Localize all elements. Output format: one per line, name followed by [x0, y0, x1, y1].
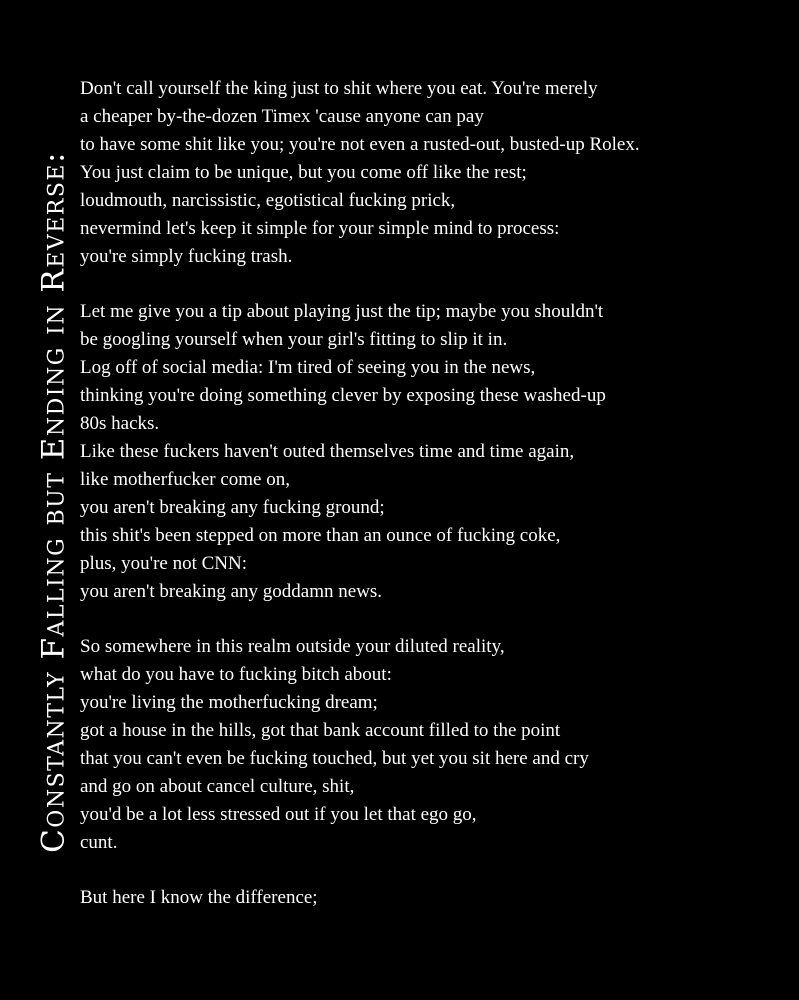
poem-line: you'd be a lot less stressed out if you let that ego go, — [80, 804, 477, 825]
poem-line: nevermind let's keep it simple for your simple mind to process: — [80, 218, 560, 239]
poem-line: you aren't breaking any goddamn news. — [80, 581, 383, 602]
poem-line: You just claim to be unique, but you come off like the rest; — [80, 162, 527, 183]
poem-line: Log off of social media: I'm tired of seeing you in the news, — [80, 357, 536, 378]
poem-line: Like these fuckers haven't outed themselves time and time again, — [80, 441, 575, 462]
stanza-3 — [80, 633, 780, 857]
poem-line: got a house in the hills, got that bank account filled to the point — [80, 720, 561, 741]
poem-line: and go on about cancel culture, shit, — [80, 776, 355, 797]
poem-line: what do you have to fucking bitch about: — [80, 664, 392, 685]
poem-line: you're simply fucking trash. — [80, 246, 293, 267]
poem-line: thinking you're doing something clever by exposing these washed-up — [80, 385, 606, 406]
poem-line: to have some shit like you; you're not even a rusted-out, busted-up Rolex. — [80, 134, 640, 155]
poem-line: cunt. — [80, 832, 118, 853]
poem-line: this shit's been stepped on more than an ounce of fucking coke, — [80, 525, 561, 546]
poem-line: like motherfucker come on, — [80, 469, 290, 490]
poem-line: But here I know the difference; — [80, 887, 318, 908]
poem-line: you aren't breaking any fucking ground; — [80, 497, 385, 518]
vertical-title: Constantly Falling but Ending in Reverse: — [35, 151, 72, 853]
poem-line: be googling yourself when your girl's fitting to slip it in. — [80, 329, 508, 350]
poem-line: you're living the motherfucking dream; — [80, 692, 378, 713]
poem-line: a cheaper by-the-dozen Timex 'cause anyone can pay — [80, 106, 484, 127]
poem-line: loudmouth, narcissistic, egotistical fucking prick, — [80, 190, 456, 211]
stanza-1 — [80, 75, 780, 271]
stanza-4 — [80, 884, 780, 912]
poem-line: that you can't even be fucking touched, but yet you sit here and cry — [80, 748, 589, 769]
poem-line: 80s hacks. — [80, 413, 160, 434]
poem-body — [80, 75, 780, 939]
poem-line: Don't call yourself the king just to shit where you eat. You're merely — [80, 78, 598, 99]
poem-line: So somewhere in this realm outside your diluted reality, — [80, 636, 505, 657]
stanza-2 — [80, 298, 780, 606]
poem-line: Let me give you a tip about playing just the tip; maybe you shouldn't — [80, 301, 604, 322]
poem-line: plus, you're not CNN: — [80, 553, 248, 574]
